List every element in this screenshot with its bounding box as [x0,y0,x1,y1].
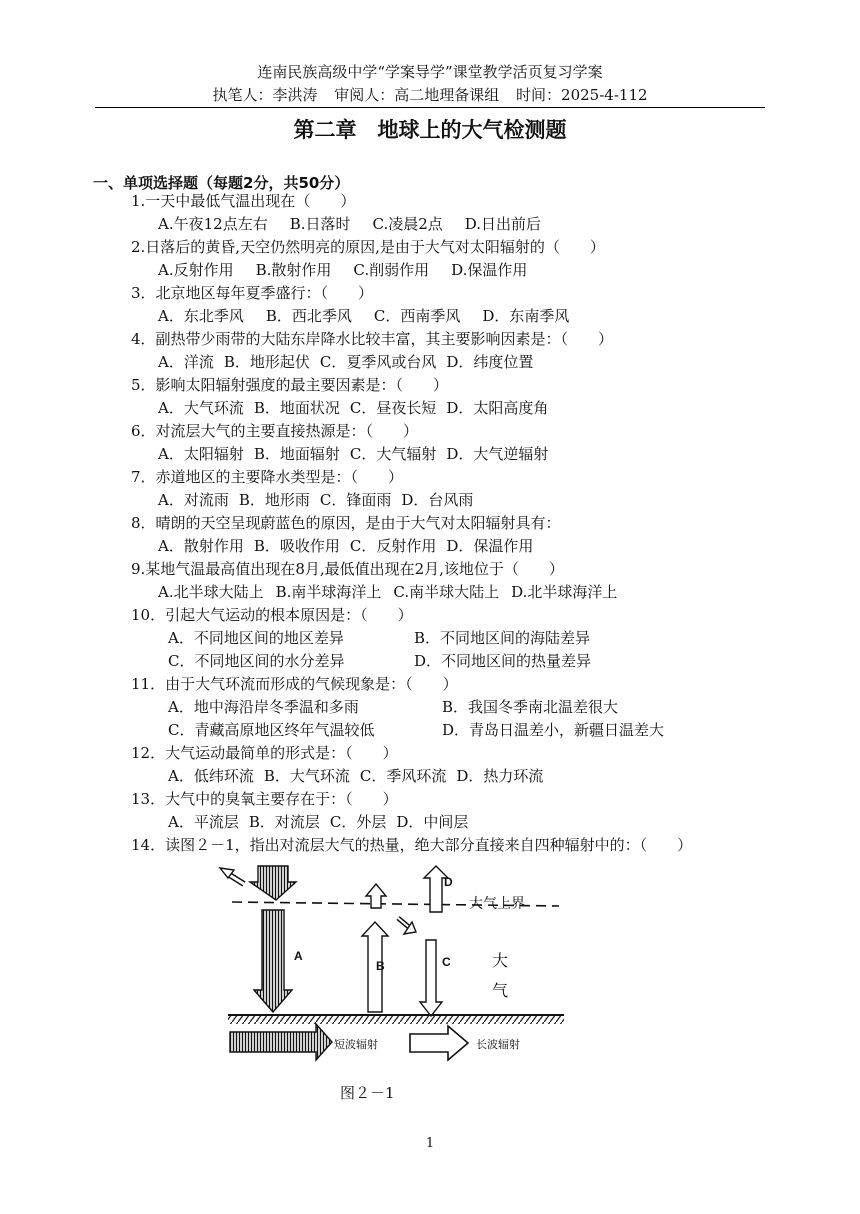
option: B．不同地区间的海陆差异 [414,629,591,647]
option: D．不同地区间的热量差异 [414,652,592,670]
question-14: 14．读图２－1，指出对流层大气的热量，绝大部分直接来自四种辐射中的：（ ） [131,836,693,854]
option: B．西北季风 [265,307,352,325]
option: D.北半球海洋上 [511,583,618,601]
option: A．地中海沿岸冬季温和多雨 [168,698,359,716]
option: B.散射作用 [255,261,332,279]
option: A．平流层 [168,813,239,831]
radiation-figure [214,862,574,1098]
option: B．大气环流 [263,767,350,785]
label-a: A [294,949,303,963]
question-7: 7．赤道地区的主要降水类型是：（ ） [131,468,404,486]
option: C．昼夜长短 [349,399,437,417]
option: A．东北季风 [158,307,244,325]
option: C．外层 [329,813,387,831]
label-d: D [444,875,453,889]
option: D．热力环流 [456,767,544,785]
arrow-c [420,940,442,1016]
option: B．地面辐射 [253,445,340,463]
options-13 [168,812,478,832]
options-6 [158,444,558,464]
option: D.保温作用 [451,261,528,279]
option: A．洋流 [158,353,214,371]
options-8 [158,536,543,556]
option: B．地形起伏 [223,353,310,371]
option: B．我国冬季南北温差很大 [442,698,619,716]
label-b: B [376,959,385,973]
option: D．青岛日温差小，新疆日温差大 [442,721,665,739]
question-3: 3．北京地区每年夏季盛行：（ ） [131,284,374,302]
legend-long-wave [410,1026,520,1060]
option: B．吸收作用 [253,537,340,555]
section-heading: 一、单项选择题（每题2分，共50分） [93,174,350,192]
option: D．大气逆辐射 [446,445,549,463]
author: 执笔人：李洪涛 [212,86,318,104]
question-12: 12．大气运动最简单的形式是：（ ） [131,744,398,762]
options-5 [158,398,558,418]
question-9: 9.某地气温最高值出现在8月,最低值出现在2月,该地位于（ ） [131,560,564,578]
option: A．低纬环流 [168,767,254,785]
option: D．台风雨 [401,491,474,509]
page-number: 1 [425,1136,435,1151]
question-5: 5．影响太阳辐射强度的最主要因素是：（ ） [131,376,449,394]
question-8: 8．晴朗的天空呈现蔚蓝色的原因，是由于大气对太阳辐射具有： [131,514,561,532]
school-header: 连南民族高级中学“学案导学”课堂教学活页复习学案 [257,63,603,81]
option: C.凌晨2点 [372,215,443,233]
options-12 [168,766,553,786]
options-2 [158,260,549,280]
option: D.日出前后 [464,215,542,233]
option: A．散射作用 [158,537,244,555]
legend-short-label: 短波辐射 [334,1038,378,1051]
figure-caption: 图２－1 [340,1084,395,1102]
option: D．太阳高度角 [446,399,549,417]
option: A．太阳辐射 [158,445,244,463]
header-rule [95,107,765,108]
arrow-a [250,866,296,1012]
question-2: 2.日落后的黄昏,天空仍然明亮的原因,是由于大气对太阳辐射的（ ） [131,238,605,256]
options-1 [158,214,563,234]
option: B．对流层 [248,813,320,831]
option: A．大气环流 [158,399,244,417]
option: C．西南季风 [373,307,461,325]
question-1: 1.一天中最低气温出现在（ ） [131,192,356,210]
option: A.反射作用 [158,261,234,279]
option: C．不同地区间的水分差异 [168,652,345,670]
question-13: 13．大气中的臭氧主要存在于：（ ） [131,790,398,808]
option: C.削弱作用 [353,261,430,279]
option: D．保温作用 [446,537,534,555]
options-3 [158,306,591,326]
legend-short-wave [230,1024,378,1060]
legend-long-label: 长波辐射 [476,1038,520,1051]
atmosphere-char-1: 大 [492,951,509,970]
question-10: 10．引起大气运动的根本原因是：（ ） [131,606,413,624]
option: B．地形雨 [238,491,310,509]
label-c: C [442,955,451,969]
option: C．季风环流 [359,767,447,785]
option: B．地面状况 [253,399,340,417]
option: D．纬度位置 [446,353,534,371]
options-4 [158,352,543,372]
option: B.日落时 [289,215,351,233]
reflected-arrow [220,868,244,884]
question-11: 11．由于大气环流而形成的气候现象是：（ ） [131,675,458,693]
diagonal-arrow [398,918,416,934]
upper-boundary-label: 大气上界 [469,897,525,912]
option: B.南半球海洋上 [275,583,382,601]
option: C．青藏高原地区终年气温较低 [168,721,375,739]
option: D．中间层 [396,813,469,831]
reviewer: 审阅人：高二地理备课组 [334,86,500,104]
option: C．反射作用 [349,537,437,555]
option: C．锋面雨 [319,491,392,509]
option: A.午夜12点左右 [158,215,268,233]
options-7 [158,490,483,510]
question-4: 4．副热带少雨带的大陆东岸降水比较丰富，其主要影响因素是：（ ） [131,330,614,348]
option: A.北半球大陆上 [158,583,264,601]
question-6: 6．对流层大气的主要直接热源是：（ ） [131,422,419,440]
option: A．不同地区间的地区差异 [168,629,344,647]
option: A．对流雨 [158,491,229,509]
option: C．夏季风或台风 [319,353,437,371]
page-title: 第二章 地球上的大气检测题 [293,118,567,142]
option: D．东南季风 [482,307,570,325]
atmosphere-char-2: 气 [492,981,509,1000]
ground-hatch [228,1016,564,1024]
options-9 [158,582,617,602]
option: C．大气辐射 [349,445,437,463]
date: 时间：2025-4-112 [516,86,648,104]
header-meta [0,84,860,105]
option: C.南半球大陆上 [393,583,500,601]
